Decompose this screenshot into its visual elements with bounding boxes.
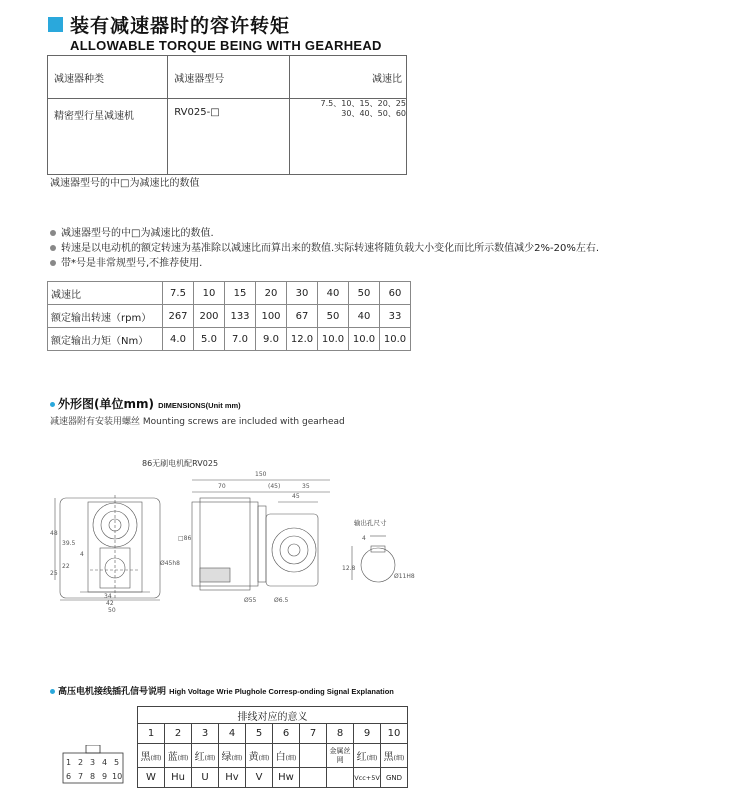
dim-50: 50	[108, 607, 116, 614]
wiring-table	[137, 706, 408, 788]
connector-diagram	[60, 745, 126, 785]
pin-5: 5	[114, 758, 120, 767]
dim-55: Ø55	[244, 597, 257, 604]
table-row: W Hu U Hv V Hw Vcc+5V GND	[138, 768, 408, 788]
bullet-item: 减速器型号的中□为减速比的数值.	[50, 224, 214, 239]
dim-70: 70	[218, 483, 226, 490]
gearhead-type-table	[47, 55, 407, 175]
section-dot-icon	[50, 689, 55, 694]
ratios-line-2: 30、40、50、60	[341, 109, 406, 118]
dim-34: 34	[104, 593, 112, 600]
pin-4: 4	[102, 758, 108, 767]
dim-12-8: 12.8	[342, 565, 356, 572]
dim-86: □86	[178, 535, 192, 542]
cell-type: 精密型行星减速机	[48, 99, 168, 175]
drawing-label: 86无刷电机配RV025	[142, 459, 219, 468]
shaft-hole-detail	[352, 536, 395, 582]
dim-6-5: Ø6.5	[274, 597, 289, 604]
header-model: 减速器型号	[168, 56, 290, 99]
page-title-en: ALLOWABLE TORQUE BEING WITH GEARHEAD	[70, 38, 382, 53]
dim-39-5: 39.5	[62, 540, 76, 547]
dim-4: 4	[80, 551, 84, 558]
cell-model: RV025-□	[168, 99, 290, 175]
bullet-item: 转速是以电动机的额定转速为基准除以减速比而算出来的数值.实际转速将随负载大小变化而比所示数值减少2%-20%左右.	[50, 239, 599, 254]
page-title: 装有减速器时的容许转矩	[70, 15, 291, 37]
header-ratio: 减速比	[290, 56, 407, 99]
dimensions-subtitle: 减速器附有安装用螺丝 Mounting screws are included with gearhead	[50, 417, 345, 427]
section-dot-icon	[50, 402, 55, 407]
ratios-line-1: 7.5、10、15、20、25	[320, 99, 406, 108]
bullet-dot-icon	[50, 260, 56, 266]
header-type: 减速器种类	[48, 56, 168, 99]
table-row: 额定输出转速（rpm） 267 200 133 100 67 50 40 33	[48, 305, 411, 328]
pin-6: 6	[66, 772, 72, 781]
gearbox-front-view	[60, 495, 160, 600]
pin-1: 1	[66, 758, 72, 767]
torque-table	[47, 281, 411, 351]
table-row: 减速比 7.5 10 15 20 30 40 50 60	[48, 282, 411, 305]
dim-42: 42	[106, 600, 114, 607]
title-square-icon	[48, 17, 63, 32]
dimension-drawing	[40, 450, 430, 620]
pin-8: 8	[90, 772, 96, 781]
pin-3: 3	[90, 758, 96, 767]
shaft-hole-label: 输出孔尺寸	[354, 519, 387, 527]
table-row: 黑(细) 蓝(细) 红(细) 绿(细) 黄(细) 白(细) 金属丝网 红(细) 黑(细)	[138, 744, 408, 768]
table-row: 1 2 3 4 5 6 7 8 9 10	[138, 724, 408, 744]
bullet-dot-icon	[50, 230, 56, 236]
pin-10: 10	[112, 772, 123, 781]
dim-45h8: Ø45h8	[160, 560, 180, 567]
motor-side-view	[192, 498, 318, 590]
dimensions-heading: 外形图(单位mm) DIMENSIONS(Unit mm)	[50, 395, 241, 412]
wiring-heading: 高压电机接线插孔信号说明 High Voltage Wrie Plughole Corresp-onding Signal Explanation	[50, 684, 394, 697]
cell-ratios	[290, 99, 407, 175]
pin-2: 2	[78, 758, 84, 767]
dim-150: 150	[255, 471, 267, 478]
dim-25: 25	[50, 570, 58, 577]
wiring-header: 排线对应的意义	[138, 707, 408, 724]
pin-9: 9	[102, 772, 108, 781]
model-note: 减速器型号的中□为减速比的数值	[50, 178, 200, 189]
dim-45-paren: (45)	[268, 483, 281, 490]
dim-22: 22	[62, 563, 70, 570]
dim-35: 35	[302, 483, 310, 490]
pin-7: 7	[78, 772, 84, 781]
bullet-dot-icon	[50, 245, 56, 251]
table-row: 额定输出力矩（Nm） 4.0 5.0 7.0 9.0 12.0 10.0 10.0 10.0	[48, 328, 411, 351]
dim-45: 45	[292, 493, 300, 500]
dim-11h8: Ø11H8	[394, 573, 415, 580]
dim-48: 48	[50, 530, 58, 537]
dim-4-shaft: 4	[362, 535, 366, 542]
bullet-item: 带*号是非常规型号,不推荐使用.	[50, 254, 202, 269]
